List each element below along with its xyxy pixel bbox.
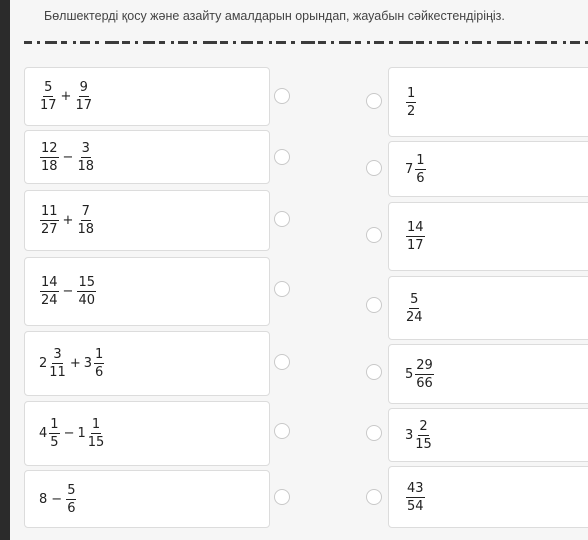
right-match-radio[interactable] [366,297,382,313]
whole-number: 2 [39,356,48,371]
fraction [77,142,94,173]
denominator: 2 [407,103,416,119]
left-expression-card[interactable] [24,401,270,466]
whole-number: 5 [405,366,414,382]
denominator: 6 [416,170,425,186]
fraction [406,221,425,252]
fraction [49,348,66,379]
right-match-radio[interactable] [366,227,382,243]
fraction [40,205,59,236]
answer [405,203,426,270]
whole-number: 3 [405,427,414,443]
denominator: 66 [416,375,433,391]
left-match-radio[interactable] [274,423,290,439]
numerator: 1 [91,417,101,432]
denominator: 11 [49,365,66,380]
expression [39,131,95,183]
fraction [40,276,59,307]
expression [39,258,97,325]
right-match-radio[interactable] [366,364,382,380]
operator: + [60,89,72,104]
left-expression-card[interactable] [24,190,270,251]
denominator: 24 [41,293,58,308]
denominator: 15 [415,436,432,452]
numerator: 1 [50,417,59,432]
fraction [406,87,416,118]
fraction [406,293,423,324]
denominator: 5 [50,435,59,450]
numerator: 3 [81,140,90,156]
fraction [94,348,104,379]
right-answer-card[interactable] [388,141,588,197]
operator: − [62,284,74,299]
whole-number: 4 [39,426,48,441]
denominator: 17 [40,98,57,113]
instruction-text: Бөлшектерді қосу және азайту амалдарын орындап, жауабын сәйкестендіріңіз. [44,9,505,23]
left-match-radio[interactable] [274,489,290,505]
numerator: 29 [416,357,433,373]
fraction [40,142,59,173]
fraction [77,205,94,236]
fraction [415,420,432,451]
right-answer-card[interactable] [388,67,588,137]
expression [39,191,95,250]
numerator: 14 [407,220,424,235]
fraction [415,154,425,185]
answer [405,142,427,196]
whole-number: 1 [77,426,86,441]
fraction [40,81,57,112]
left-expression-card[interactable] [24,470,270,528]
numerator: 5 [67,482,76,498]
numerator: 12 [41,140,58,156]
fraction [66,484,76,515]
expression [39,68,93,125]
numerator: 9 [79,80,88,95]
fraction [415,359,434,390]
numerator: 43 [407,480,424,496]
left-edge-bar [0,0,10,540]
denominator: 6 [67,500,76,516]
expression [39,332,105,395]
dashed-divider [24,40,588,45]
operator: − [62,149,74,165]
answer [405,409,433,461]
whole-number: 3 [83,356,93,371]
left-expression-card[interactable] [24,257,270,326]
fraction [406,482,425,513]
denominator: 17 [407,238,424,253]
operator: + [69,356,81,371]
numerator: 5 [44,80,53,95]
right-match-radio[interactable] [366,93,382,109]
left-expression-card[interactable] [24,130,270,184]
right-match-radio[interactable] [366,160,382,176]
numerator: 1 [95,347,104,362]
right-match-radio[interactable] [366,489,382,505]
numerator: 11 [41,204,58,219]
denominator: 18 [77,158,94,174]
right-answer-card[interactable] [388,276,588,340]
right-match-radio[interactable] [366,425,382,441]
whole-number: 8 [39,491,48,507]
denominator: 54 [407,498,424,514]
right-answer-card[interactable] [388,344,588,404]
denominator: 18 [41,158,58,174]
numerator: 1 [407,85,416,101]
whole-number: 7 [405,161,414,177]
operator: − [51,491,63,507]
fraction [49,418,59,449]
answer [405,277,424,339]
numerator: 5 [410,291,419,307]
denominator: 17 [75,98,92,113]
left-match-radio[interactable] [274,354,290,370]
left-match-radio[interactable] [274,149,290,165]
answer [405,467,426,527]
right-answer-card[interactable] [388,466,588,528]
numerator: 2 [419,418,428,434]
operator: − [63,426,75,441]
operator: + [62,213,74,228]
numerator: 3 [53,347,62,362]
left-expression-card[interactable] [24,67,270,126]
fraction [75,81,92,112]
numerator: 14 [41,275,58,290]
denominator: 40 [78,293,95,308]
right-answer-card[interactable] [388,202,588,271]
denominator: 27 [41,222,58,237]
fraction [77,276,96,307]
left-expression-card[interactable] [24,331,270,396]
left-match-radio[interactable] [274,281,290,297]
numerator: 15 [78,275,95,290]
denominator: 6 [95,365,104,380]
expression [39,402,105,465]
denominator: 18 [77,222,94,237]
numerator: 7 [81,204,90,219]
numerator: 1 [416,152,425,168]
fraction [88,418,105,449]
denominator: 24 [406,309,423,325]
answer [405,68,417,136]
right-answer-card[interactable] [388,408,588,462]
expression [39,471,77,527]
denominator: 15 [87,435,105,450]
left-match-radio[interactable] [274,88,290,104]
answer [405,345,435,403]
left-match-radio[interactable] [274,211,290,227]
